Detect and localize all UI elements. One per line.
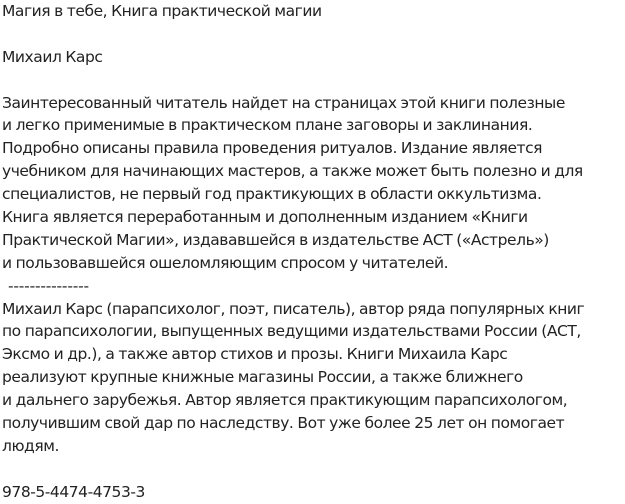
description-line: Книга является переработанным и дополненным изданием «Книги <box>2 208 528 227</box>
bio-line: реализуют крупные книжные магазины России, а также ближнего <box>2 368 523 387</box>
separator: --------------- <box>8 276 89 295</box>
description-line: специалистов, не первый год практикующих в области оккультизма. <box>2 185 542 204</box>
author-bio <box>2 298 625 458</box>
bio-line: людям. <box>2 436 59 455</box>
document-body <box>2 0 625 504</box>
bio-line: Эксмо и др.), а также автор стихов и прозы. Книги Михаила Карс <box>2 345 508 364</box>
description-line: Практической Магии», издававшейся в издательстве АСТ («Астрель») <box>2 230 549 249</box>
bio-line: Михаил Карс (парапсихолог, поэт, писатель), автор ряда популярных книг <box>2 299 585 318</box>
bio-line: по парапсихологии, выпущенных ведущими издательствами России (АСТ, <box>2 322 581 341</box>
spacer <box>2 458 625 481</box>
bio-line: получившим свой дар по наследству. Вот уже более 25 лет он помогает <box>2 414 565 433</box>
description-line: и пользовавшейся ошеломляющим спросом у читателей. <box>2 253 449 272</box>
description-line: Подробно описаны правила проведения ритуалов. Издание является <box>2 139 543 158</box>
spacer <box>2 23 625 46</box>
book-title: Магия в тебе, Книга практической магии <box>2 2 322 20</box>
description-line: Заинтересованный читатель найдет на страницах этой книги полезные <box>2 93 565 112</box>
spacer <box>2 69 625 92</box>
description-line: учебником для начинающих мастеров, а также может быть полезно и для <box>2 162 583 181</box>
description-line: и легко применимые в практическом плане заговоры и заклинания. <box>2 116 533 135</box>
bio-line: и дальнего зарубежья. Автор является практикующим парапсихологом, <box>2 391 568 410</box>
isbn: 978-5-4474-4753-3 <box>2 482 145 501</box>
book-author: Михаил Карс <box>2 47 103 66</box>
description <box>2 92 625 275</box>
